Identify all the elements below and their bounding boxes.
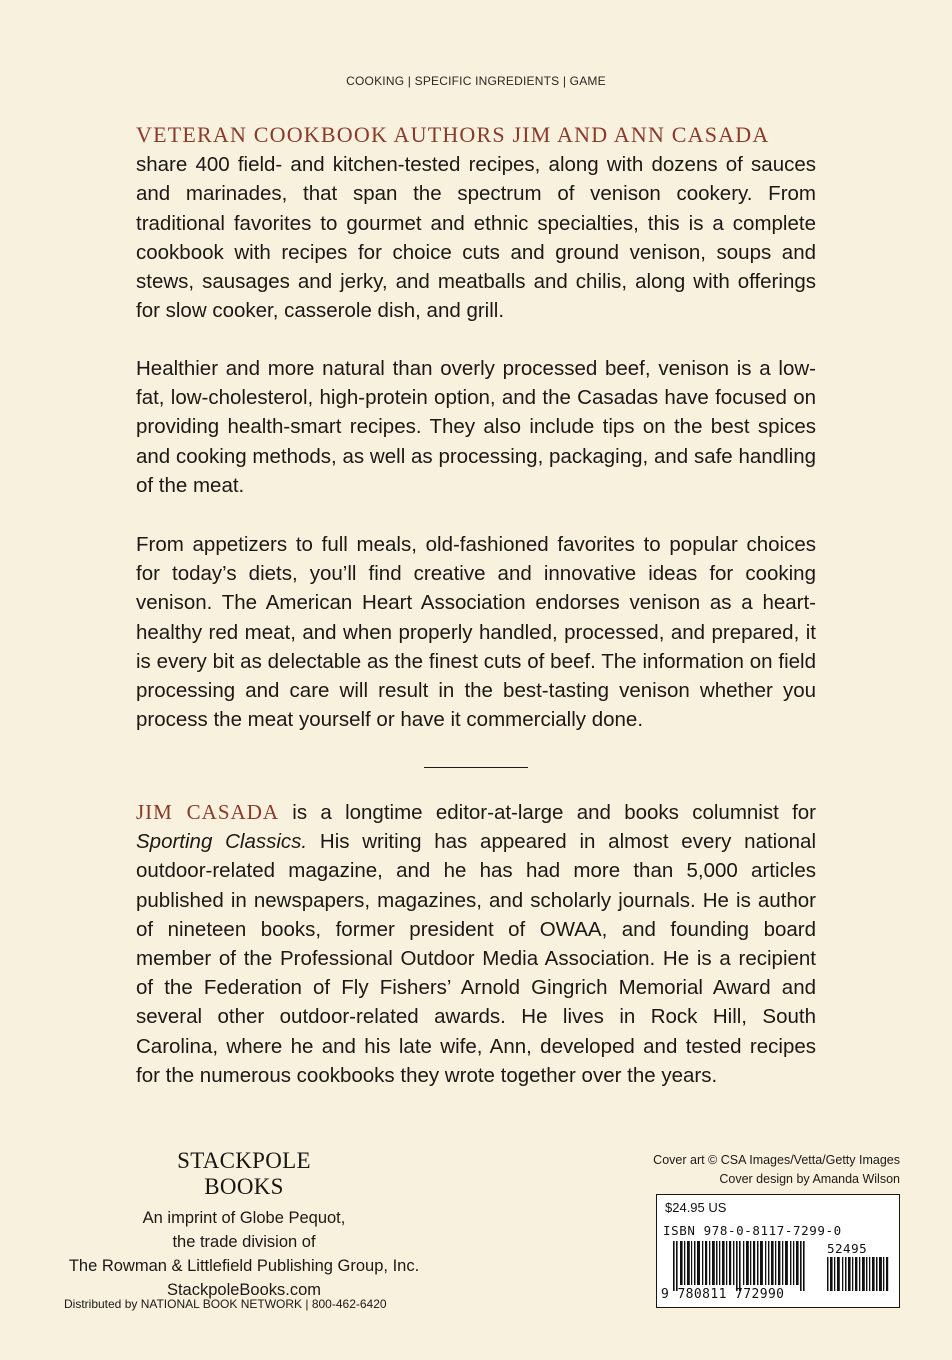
publisher-logo-line-1: STACKPOLE bbox=[177, 1148, 311, 1173]
barcode-digits: 9 780811 772990 bbox=[661, 1287, 785, 1302]
description-paragraph-3 bbox=[136, 530, 816, 734]
category-line: COOKING | SPECIFIC INGREDIENTS | GAME bbox=[346, 74, 606, 88]
publisher-logo bbox=[44, 1148, 444, 1200]
barcode-addon-number: 52495 bbox=[827, 1241, 868, 1256]
publisher-logo-line-2: BOOKS bbox=[204, 1174, 284, 1199]
section-divider bbox=[424, 767, 528, 768]
isbn-label: ISBN 978-0-8117-7299-0 bbox=[663, 1223, 842, 1238]
author-bio bbox=[136, 798, 816, 1090]
distributor-line: Distributed by NATIONAL BOOK NETWORK | 800-462-6420 bbox=[64, 1297, 387, 1311]
publisher-group-line: The Rowman & Littlefield Publishing Group, Inc. bbox=[68, 1257, 420, 1275]
description-paragraph-2-text: Healthier and more natural than overly processed beef, venison is a low-fat, low-cholesterol, high-protein option, and the Casadas have focused on providing health-smart recipes. They also include tips on the best spices and cooking methods, as well as processing, packaging, and safe handling of the meat. bbox=[136, 357, 816, 497]
publisher-imprint-line: An imprint of Globe Pequot, bbox=[142, 1209, 346, 1227]
publisher-division-line: the trade division of bbox=[172, 1233, 316, 1251]
description-paragraph-1 bbox=[136, 120, 816, 325]
author-bio-text-2: His writing has appeared in almost every national outdoor-related magazine, and he has had more than 5,000 articles published in newspapers, magazines, and scholarly journals. He is author of nineteen books, former president of OWAA, and founding board member of the Professional Outdoor Media Association. He is a recipient of the Federation of Fly Fishers’ Arnold Gingrich Memorial Award and several other outdoor-related awards. He lives in Rock Hill, South Carolina, where he and his late wife, Ann, developed and tested recipes for the numerous cookbooks they wrote together over the years. bbox=[136, 830, 816, 1087]
publisher-block bbox=[44, 1148, 444, 1302]
cover-design-credit: Cover design by Amanda Wilson bbox=[719, 1172, 900, 1186]
description-paragraph-1-text: share 400 field- and kitchen-tested recipes, along with dozens of sauces and marinades, that span the spectrum of venison cookery. From traditional favorites to gourmet and ethnic specialties, this is a complete cookbook with recipes for choice cuts and ground venison, soups and stews, sausages and jerky, and meatballs and chilis, along with offerings for slow cooker, casserole dish, and grill. bbox=[136, 153, 816, 323]
description-paragraph-3-text: From appetizers to full meals, old-fashioned favorites to popular choices for today’s diets, you’ll find creative and innovative ideas for cooking venison. The American Heart Association endorses venison as a heart-healthy red meat, and when properly handled, processed, and prepared, it is every bit as delectable as the finest cuts of beef. The information on field processing and care will result in the best-tasting venison whether you process the meat yourself or have it commercially done. bbox=[136, 533, 816, 732]
publisher-website: StackpoleBooks.com bbox=[166, 1281, 322, 1299]
barcode-box bbox=[656, 1194, 900, 1308]
publication-title: Sporting Classics. bbox=[136, 830, 308, 854]
cover-art-credit: Cover art © CSA Images/Vetta/Getty Images bbox=[653, 1153, 900, 1167]
description-paragraph-2 bbox=[136, 354, 816, 500]
author-name: JIM CASADA bbox=[136, 800, 280, 824]
barcode-bars bbox=[673, 1241, 888, 1291]
description-lead-in: VETERAN COOKBOOK AUTHORS JIM AND ANN CASADA bbox=[136, 122, 770, 147]
price-label: $24.95 US bbox=[665, 1200, 727, 1215]
cover-credits bbox=[653, 1151, 900, 1189]
author-bio-text-1: is a longtime editor-at-large and books columnist for bbox=[279, 801, 816, 824]
